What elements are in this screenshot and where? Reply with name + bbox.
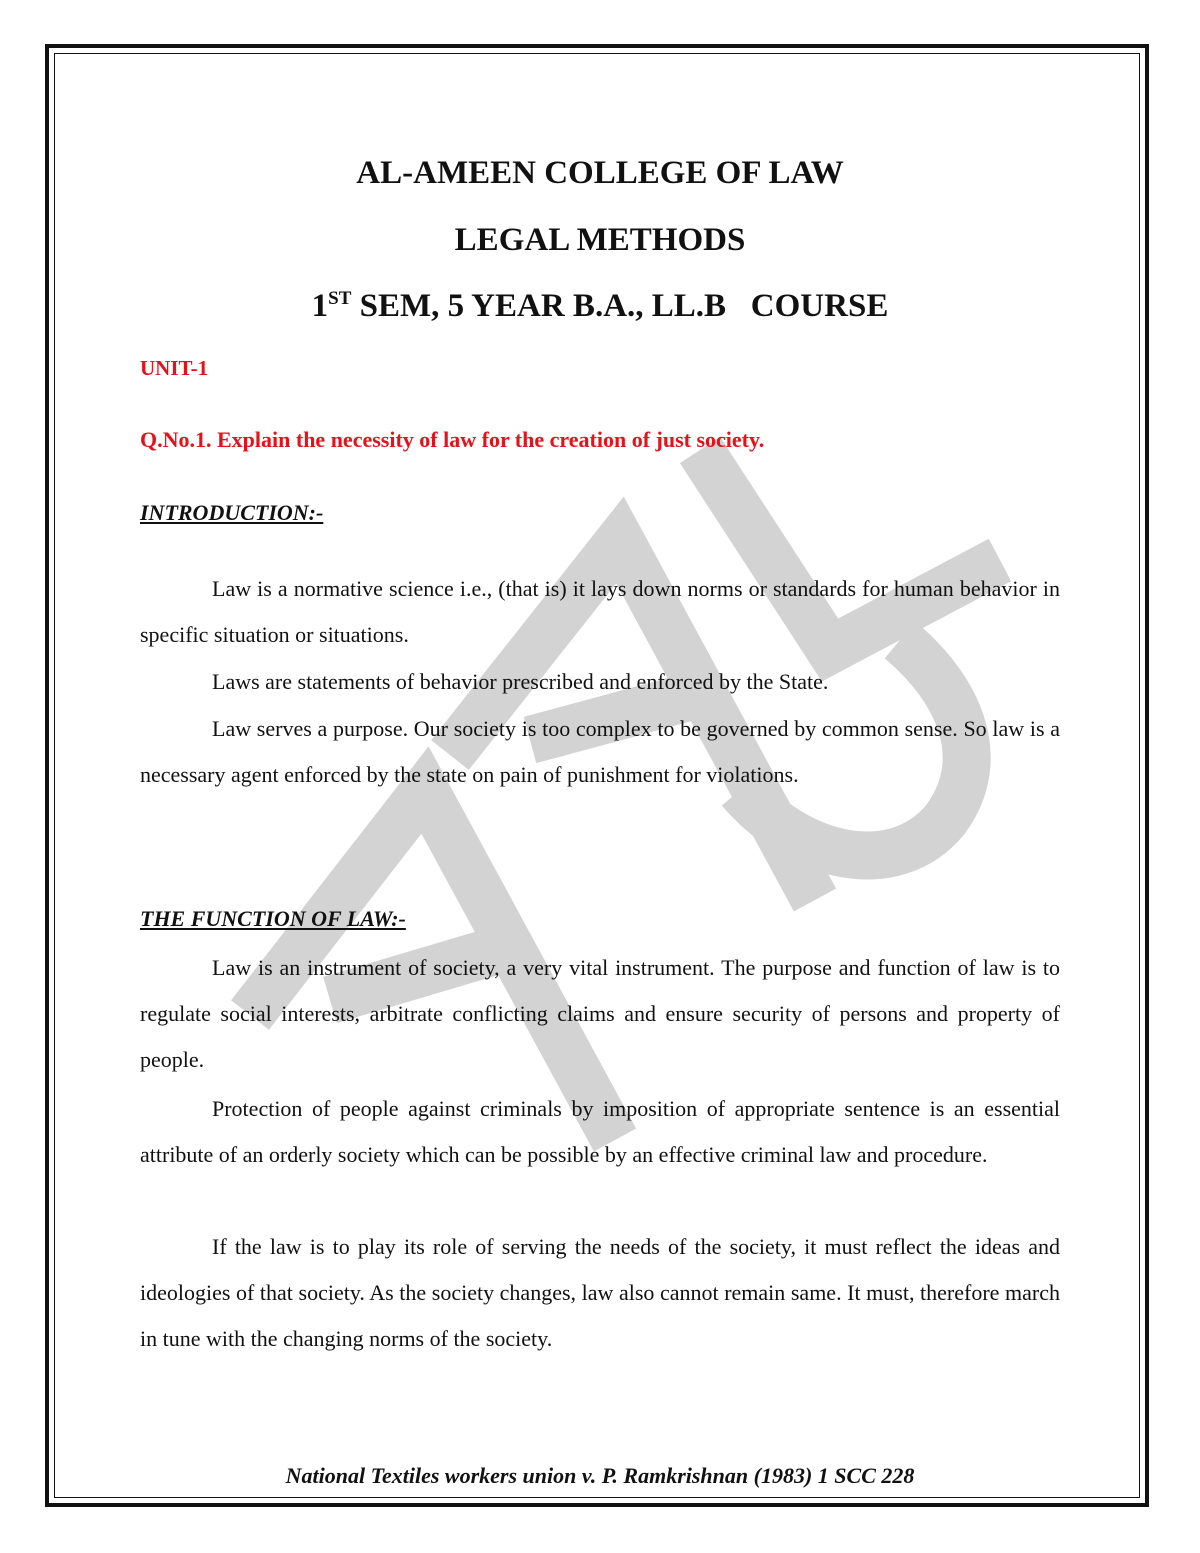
paragraph: Law is an instrument of society, a very vital instrument. The purpose and function of law is to regulate social interests, arbitrate conflicting claims and ensure security of persons and property of people. bbox=[140, 955, 1060, 1072]
question-heading: Q.No.1. Explain the necessity of law for the creation of just society. bbox=[140, 427, 765, 452]
course-superscript: ST bbox=[328, 288, 352, 309]
paragraph: Law serves a purpose. Our society is too complex to be governed by common sense. So law is a necessary agent enforced by the state on pain of punishment for violations. bbox=[140, 716, 1060, 787]
course-title bbox=[0, 288, 1200, 325]
unit-label: UNIT-1 bbox=[140, 356, 209, 380]
paragraph: Laws are statements of behavior prescribed and enforced by the State. bbox=[212, 669, 829, 694]
section-heading-function-of-law: THE FUNCTION OF LAW:- bbox=[140, 906, 406, 931]
course-prefix: 1 bbox=[311, 288, 329, 324]
subject-title: LEGAL METHODS bbox=[454, 222, 746, 258]
course-rest: SEM, 5 YEAR B.A., LL.B COURSE bbox=[351, 288, 889, 324]
paragraph: If the law is to play its role of serving the needs of the society, it must reflect the ideas and ideologies of that society. As the society changes, law also cannot remain same. It must, therefore march in tune with the changing norms of the society. bbox=[140, 1234, 1060, 1351]
college-title: AL-AMEEN COLLEGE OF LAW bbox=[356, 155, 844, 191]
case-citation: National Textiles workers union v. P. Ramkrishnan (1983) 1 SCC 228 bbox=[285, 1463, 915, 1488]
paragraph: Law is a normative science i.e., (that is) it lays down norms or standards for human behavior in specific situation or situations. bbox=[140, 576, 1060, 647]
paragraph: Protection of people against criminals by imposition of appropriate sentence is an essential attribute of an orderly society which can be possible by an effective criminal law and procedure. bbox=[140, 1096, 1060, 1167]
section-heading-introduction: INTRODUCTION:- bbox=[140, 500, 324, 525]
